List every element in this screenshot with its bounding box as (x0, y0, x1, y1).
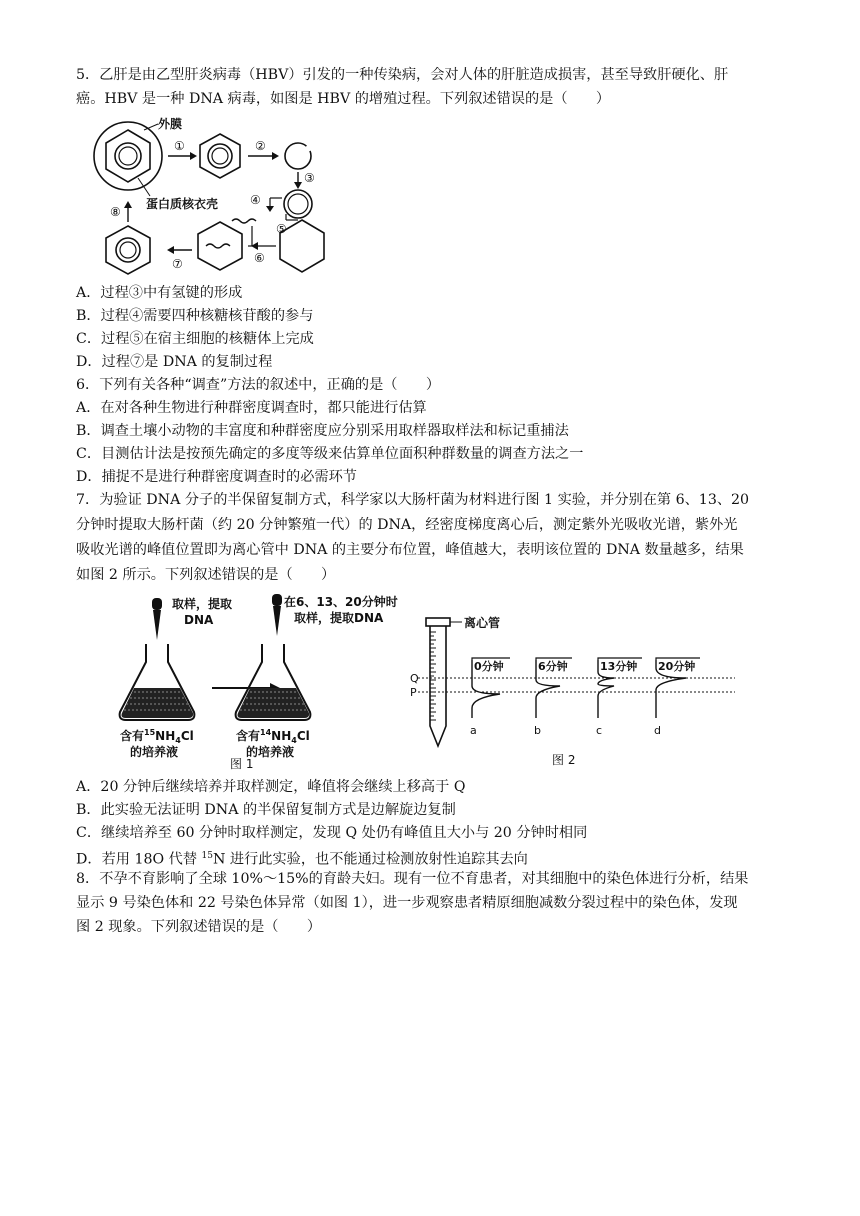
q5-option-a: A．过程③中有氢键的形成 (76, 285, 243, 301)
svg-text:①: ① (174, 139, 185, 153)
hbv-proliferation-diagram (90, 116, 350, 278)
svg-text:20分钟: 20分钟 (658, 660, 696, 673)
spectrum-c (596, 658, 642, 737)
svg-text:⑤: ⑤ (276, 222, 287, 236)
q5-option-c: C．过程⑤在宿主细胞的核糖体上完成 (76, 331, 314, 347)
q6-stem: 6．下列有关各种“调查”方法的叙述中，正确的是（ ） (76, 377, 441, 393)
svg-text:⑥: ⑥ (254, 251, 265, 265)
figure-2-caption: 图 2 (552, 753, 576, 767)
svg-text:的培养液: 的培养液 (246, 745, 295, 759)
svg-text:b: b (534, 724, 541, 737)
svg-text:取样，提取: 取样，提取 (172, 597, 233, 611)
q7-option-d: D．若用 18O 代替 $^{15}$N 进行此实验，也不能通过检测放射性追踪其去向 (76, 851, 528, 868)
q5-stem-line1: 5．乙肝是由乙型肝炎病毒（HBV）引发的一种传染病，会对人体的肝脏造成损害，甚至导致肝硬化、肝 (76, 67, 729, 83)
q5-option-b: B．过程④需要四种核糖核苷酸的参与 (76, 308, 314, 324)
p-label: P (410, 686, 417, 699)
figure-1-flasks (90, 592, 400, 770)
q6-option-d: D．捕捉不是进行种群密度调查时的必需环节 (76, 469, 357, 485)
q7-stem-line2: 分钟时提取大肠杆菌（约 20 分钟繁殖一代）的 DNA，经密度梯度离心后，测定紫外光吸收光谱，紫外光 (76, 517, 738, 533)
svg-text:在6、13、20分钟时: 在6、13、20分钟时 (284, 595, 398, 609)
svg-text:0分钟: 0分钟 (474, 660, 504, 673)
figure-2-centrifuge (410, 598, 740, 770)
svg-text:13分钟: 13分钟 (600, 660, 638, 673)
figure-1-caption: 图 1 (230, 757, 254, 770)
q8-stem-line2: 显示 9 号染色体和 22 号染色体异常（如图 1），进一步观察患者精原细胞减数分裂过程中的染色体，发现 (76, 895, 738, 911)
svg-text:c: c (596, 724, 603, 737)
q5-option-d: D．过程⑦是 DNA 的复制过程 (76, 354, 273, 370)
q6-option-c: C．目测估计法是按预先确定的多度等级来估算单位面积种群数量的调查方法之一 (76, 446, 584, 462)
dropper-icon (272, 594, 282, 636)
q7-stem-line4: 如图 2 所示。下列叙述错误的是（ ） (76, 567, 336, 583)
svg-text:含有14NH4Cl: 含有$^{14}NH_4Cl$ (236, 728, 310, 745)
q7-stem-line1: 7．为验证 DNA 分子的半保留复制方式，科学家以大肠杆菌为材料进行图 1 实验，并分别在第 6、13、20 (76, 492, 750, 508)
svg-text:的培养液: 的培养液 (130, 745, 179, 759)
label-capsid: 蛋白质核衣壳 (146, 197, 219, 211)
svg-text:⑦: ⑦ (172, 257, 183, 271)
q6-option-a: A．在对各种生物进行种群密度调查时，都只能进行估算 (76, 400, 427, 416)
centrifuge-tube-icon (426, 618, 450, 746)
svg-text:DNA: DNA (184, 613, 214, 627)
q7-stem-line3: 吸收光谱的峰值位置即为离心管中 DNA 的主要分布位置，峰值越大，表明该位置的 DNA 数量越多，结果 (76, 542, 744, 558)
dropper-icon (152, 598, 162, 640)
q5-stem-line2: 癌。HBV 是一种 DNA 病毒，如图是 HBV 的增殖过程。下列叙述错误的是（ ） (76, 91, 611, 107)
svg-text:6分钟: 6分钟 (538, 660, 568, 673)
flask-icon (236, 644, 311, 720)
q7-option-b: B．此实验无法证明 DNA 的半保留复制方式是边解旋边复制 (76, 802, 456, 818)
q8-stem-line3: 图 2 现象。下列叙述错误的是（ ） (76, 919, 322, 935)
svg-text:d: d (654, 724, 661, 737)
tube-label: 离心管 (464, 616, 501, 630)
q6-option-b: B．调查土壤小动物的丰富度和种群密度应分别采用取样器取样法和标记重捕法 (76, 423, 569, 439)
flask-icon (120, 644, 195, 720)
q7-option-c: C．继续培养至 60 分钟时取样测定，发现 Q 处仍有峰值且大小与 20 分钟时相同 (76, 825, 588, 841)
svg-text:a: a (470, 724, 477, 737)
q-label: Q (410, 672, 419, 685)
label-outer-membrane: 外膜 (158, 117, 183, 131)
svg-text:③: ③ (304, 171, 315, 185)
q7-option-a: A．20 分钟后继续培养并取样测定，峰值将会继续上移高于 Q (76, 779, 466, 795)
spectrum-a (470, 658, 510, 737)
svg-text:⑧: ⑧ (110, 205, 121, 219)
q8-stem-line1: 8．不孕不育影响了全球 10%～15%的育龄夫妇。现有一位不育患者，对其细胞中的染色体进行分析，结果 (76, 871, 749, 887)
svg-text:②: ② (255, 139, 266, 153)
svg-text:取样，提取DNA: 取样，提取DNA (294, 611, 384, 625)
spectrum-b (534, 658, 572, 737)
svg-text:④: ④ (250, 193, 261, 207)
svg-text:含有15NH4Cl: 含有$^{15}NH_4Cl$ (120, 728, 194, 745)
spectrum-d (654, 658, 700, 737)
